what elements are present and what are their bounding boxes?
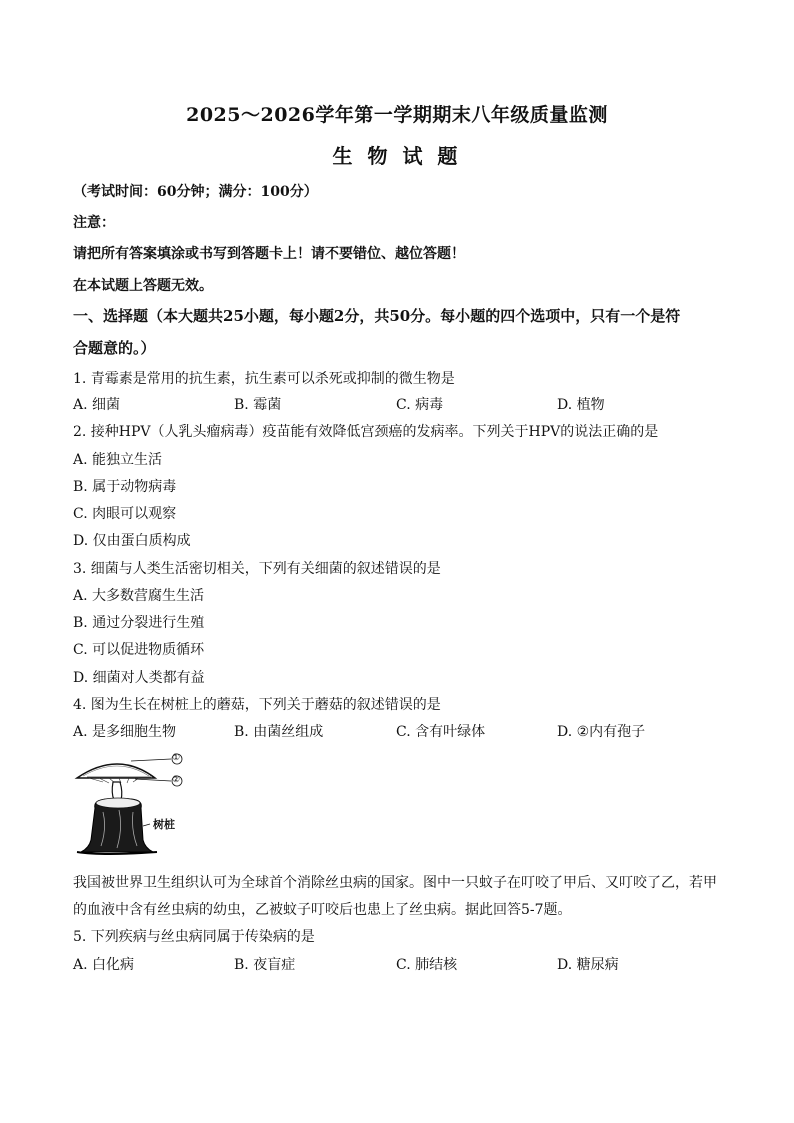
figure-label-2: ② (172, 775, 181, 785)
mushroom-on-stump-figure (73, 748, 188, 860)
q2-option-c: C. 肉眼可以观察 (73, 506, 177, 522)
question-2-stem: 2. 接种HPV（人乳头瘤病毒）疫苗能有效降低宫颈癌的发病率。下列关于HPV的说法正确的是 (73, 424, 659, 440)
q4-option-d: D. ②内有孢子 (557, 724, 646, 740)
figure-stump-label: 树桩 (153, 818, 175, 831)
q5-option-a: A. 白化病 (73, 957, 135, 973)
q1-option-a: A. 细菌 (73, 397, 121, 413)
passage-line-2: 的血液中含有丝虫病的幼虫，乙被蚊子叮咬后也患上了丝虫病。据此回答5-7题。 (73, 902, 572, 918)
q2-option-d: D. 仅由蛋白质构成 (73, 533, 191, 549)
q3-option-c: C. 可以促进物质循环 (73, 642, 205, 658)
notice-label: 注意： (73, 215, 115, 231)
question-4-stem: 4. 图为生长在树桩上的蘑菇，下列关于蘑菇的叙述错误的是 (73, 697, 441, 713)
passage-line-1: 我国被世界卫生组织认可为全球首个消除丝虫病的国家。图中一只蚊子在叮咬了甲后、又叮咬了乙，若甲 (73, 875, 717, 891)
notice-line-1: 请把所有答案填涂或书写到答题卡上！请不要错位、越位答题！ (73, 246, 465, 262)
mushroom-illustration (73, 748, 188, 860)
q5-option-b: B. 夜盲症 (234, 957, 296, 973)
q5-option-c: C. 肺结核 (396, 957, 458, 973)
question-3-stem: 3. 细菌与人类生活密切相关，下列有关细菌的叙述错误的是 (73, 561, 441, 577)
section-heading-line-1: 一、选择题（本大题共25小题，每小题2分，共50分。每小题的四个选项中，只有一个是符 (73, 307, 681, 325)
page-title: 2025～2026学年第一学期期末八年级质量监测 (186, 104, 608, 126)
q3-option-d: D. 细菌对人类都有益 (73, 670, 205, 686)
figure-label-1: ① (172, 753, 181, 763)
q4-option-c: C. 含有叶绿体 (396, 724, 486, 740)
q1-option-d: D. 植物 (557, 397, 605, 413)
question-5-stem: 5. 下列疾病与丝虫病同属于传染病的是 (73, 929, 315, 945)
notice-line-2: 在本试题上答题无效。 (73, 278, 213, 294)
q4-option-b: B. 由菌丝组成 (234, 724, 324, 740)
q1-option-c: C. 病毒 (396, 397, 444, 413)
page-subtitle: 生 物 试 题 (332, 144, 462, 168)
mushroom-stem (112, 782, 122, 800)
q4-option-a: A. 是多细胞生物 (73, 724, 177, 740)
q2-option-b: B. 属于动物病毒 (73, 479, 177, 495)
q3-option-b: B. 通过分裂进行生殖 (73, 615, 205, 631)
section-heading-line-2: 合题意的。） (73, 339, 156, 357)
q2-option-a: A. 能独立生活 (73, 452, 163, 468)
q1-option-b: B. 霉菌 (234, 397, 282, 413)
question-1-stem: 1. 青霉素是常用的抗生素，抗生素可以杀死或抑制的微生物是 (73, 371, 455, 387)
q5-option-d: D. 糖尿病 (557, 957, 619, 973)
q3-option-a: A. 大多数营腐生生活 (73, 588, 205, 604)
exam-info: （考试时间：60分钟；满分：100分） (73, 184, 318, 200)
